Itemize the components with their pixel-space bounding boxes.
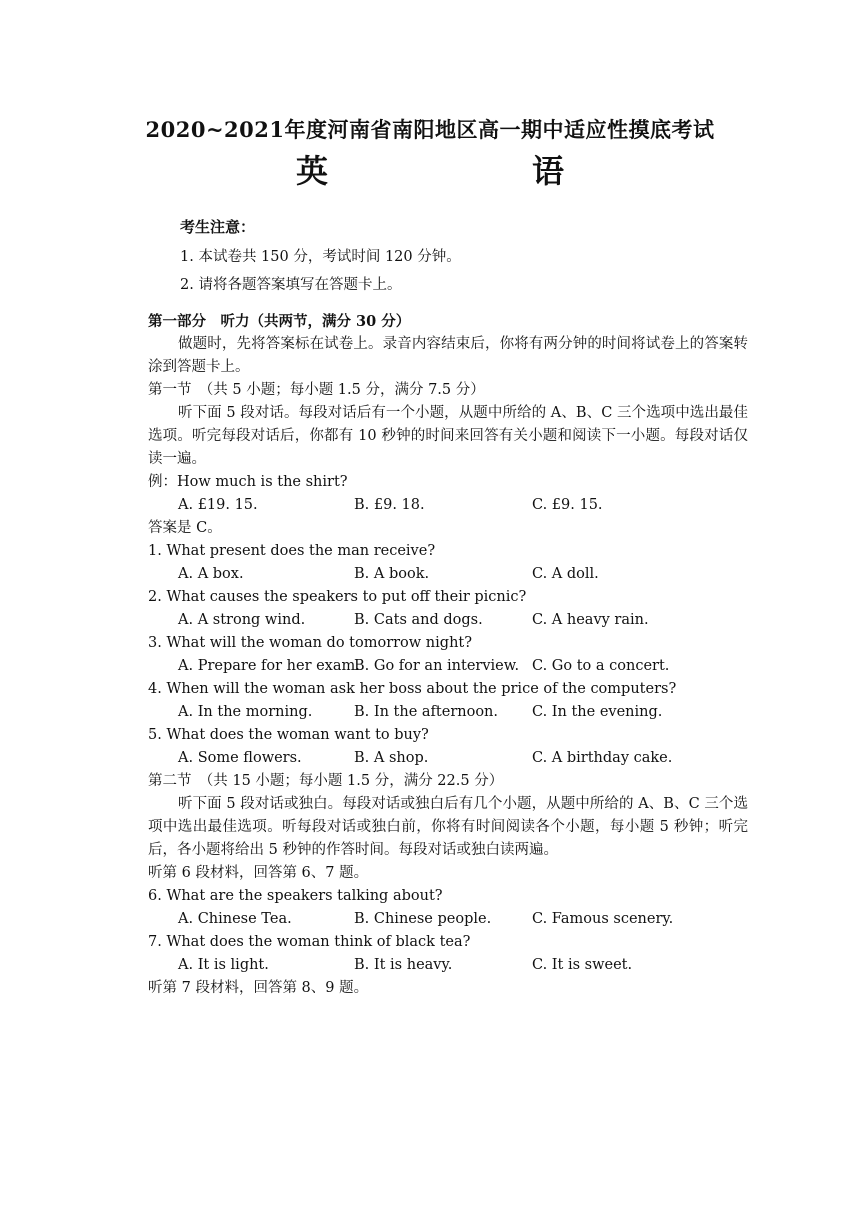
- option-b: B. Cats and dogs.: [354, 612, 483, 628]
- question-6-options: [148, 908, 748, 931]
- material-6-instruction: 听第 6 段材料，回答第 6、7 题。: [148, 865, 369, 881]
- notice-box: [180, 216, 461, 301]
- section2-intro: 听下面 5 段对话或独白。每段对话或独白后有几个小题，从题中所给的 A、B、C 三个选项中选出最佳选项。听每段对话或独白前，你将有时间阅读各个小题，每小题 5 秒钟；听完后，各小题将给出 5 秒钟的作答时间。每段对话或独白读两遍。: [148, 796, 748, 858]
- option-b: B. Chinese people.: [354, 911, 492, 927]
- question-7: 7. What does the woman think of black tea?: [148, 934, 471, 950]
- exam-title: 2020~2021年度河南省南阳地区高一期中适应性摸底考试: [145, 117, 715, 142]
- option-c: C. £9. 15.: [532, 497, 603, 513]
- question-4: 4. When will the woman ask her boss about the price of the computers?: [148, 681, 677, 697]
- notice-item: 2. 请将各题答案填写在答题卡上。: [180, 277, 402, 293]
- example-options: [148, 494, 748, 517]
- question-3-options: [148, 655, 748, 678]
- option-a: A. Some flowers.: [178, 750, 302, 766]
- option-c: C. A heavy rain.: [532, 612, 649, 628]
- option-c: C. In the evening.: [532, 704, 663, 720]
- option-b: B. £9. 18.: [354, 497, 425, 513]
- question-5-options: [148, 747, 748, 770]
- question-1-options: [148, 563, 748, 586]
- notice-heading: 考生注意：: [180, 218, 256, 236]
- example-question: 例：How much is the shirt?: [148, 474, 348, 490]
- option-c: C. A doll.: [532, 566, 599, 582]
- section2-heading: 第二节 （共 15 小题；每小题 1.5 分，满分 22.5 分）: [148, 773, 504, 789]
- option-b: B. A book.: [354, 566, 430, 582]
- part1-heading: 第一部分 听力（共两节，满分 30 分）: [148, 313, 411, 330]
- option-b: B. A shop.: [354, 750, 429, 766]
- option-c: C. Famous scenery.: [532, 911, 674, 927]
- option-a: A. Chinese Tea.: [178, 911, 292, 927]
- question-2: 2. What causes the speakers to put off their picnic?: [148, 589, 527, 605]
- section1-intro: 听下面 5 段对话。每段对话后有一个小题，从题中所给的 A、B、C 三个选项中选出最佳选项。听完每段对话后，你都有 10 秒钟的时间来回答有关小题和阅读下一小题。每段对话仅读一遍。: [148, 405, 748, 467]
- option-a: A. It is light.: [178, 957, 269, 973]
- question-4-options: [148, 701, 748, 724]
- option-c: C. A birthday cake.: [532, 750, 673, 766]
- option-c: C. It is sweet.: [532, 957, 633, 973]
- question-7-options: [148, 954, 748, 977]
- material-7-instruction: 听第 7 段材料，回答第 8、9 题。: [148, 980, 369, 996]
- option-a: A. In the morning.: [178, 704, 313, 720]
- option-a: A. A box.: [178, 566, 244, 582]
- exam-body: [148, 310, 748, 1000]
- example-answer: 答案是 C。: [148, 520, 222, 536]
- option-a: A. Prepare for her exam.: [178, 658, 360, 674]
- option-a: A. £19. 15.: [178, 497, 258, 513]
- option-a: A. A strong wind.: [178, 612, 306, 628]
- option-b: B. Go for an interview.: [354, 658, 520, 674]
- notice-item: 1. 本试卷共 150 分，考试时间 120 分钟。: [180, 249, 461, 265]
- section1-heading: 第一节 （共 5 小题；每小题 1.5 分，满分 7.5 分）: [148, 382, 485, 398]
- option-b: B. In the afternoon.: [354, 704, 499, 720]
- question-2-options: [148, 609, 748, 632]
- subject-title: 英 语: [295, 152, 650, 190]
- question-1: 1. What present does the man receive?: [148, 543, 436, 559]
- question-3: 3. What will the woman do tomorrow night?: [148, 635, 473, 651]
- option-c: C. Go to a concert.: [532, 658, 670, 674]
- question-5: 5. What does the woman want to buy?: [148, 727, 429, 743]
- question-6: 6. What are the speakers talking about?: [148, 888, 443, 904]
- part1-intro: 做题时，先将答案标在试卷上。录音内容结束后，你将有两分钟的时间将试卷上的答案转涂到答题卡上。: [148, 336, 748, 375]
- option-b: B. It is heavy.: [354, 957, 453, 973]
